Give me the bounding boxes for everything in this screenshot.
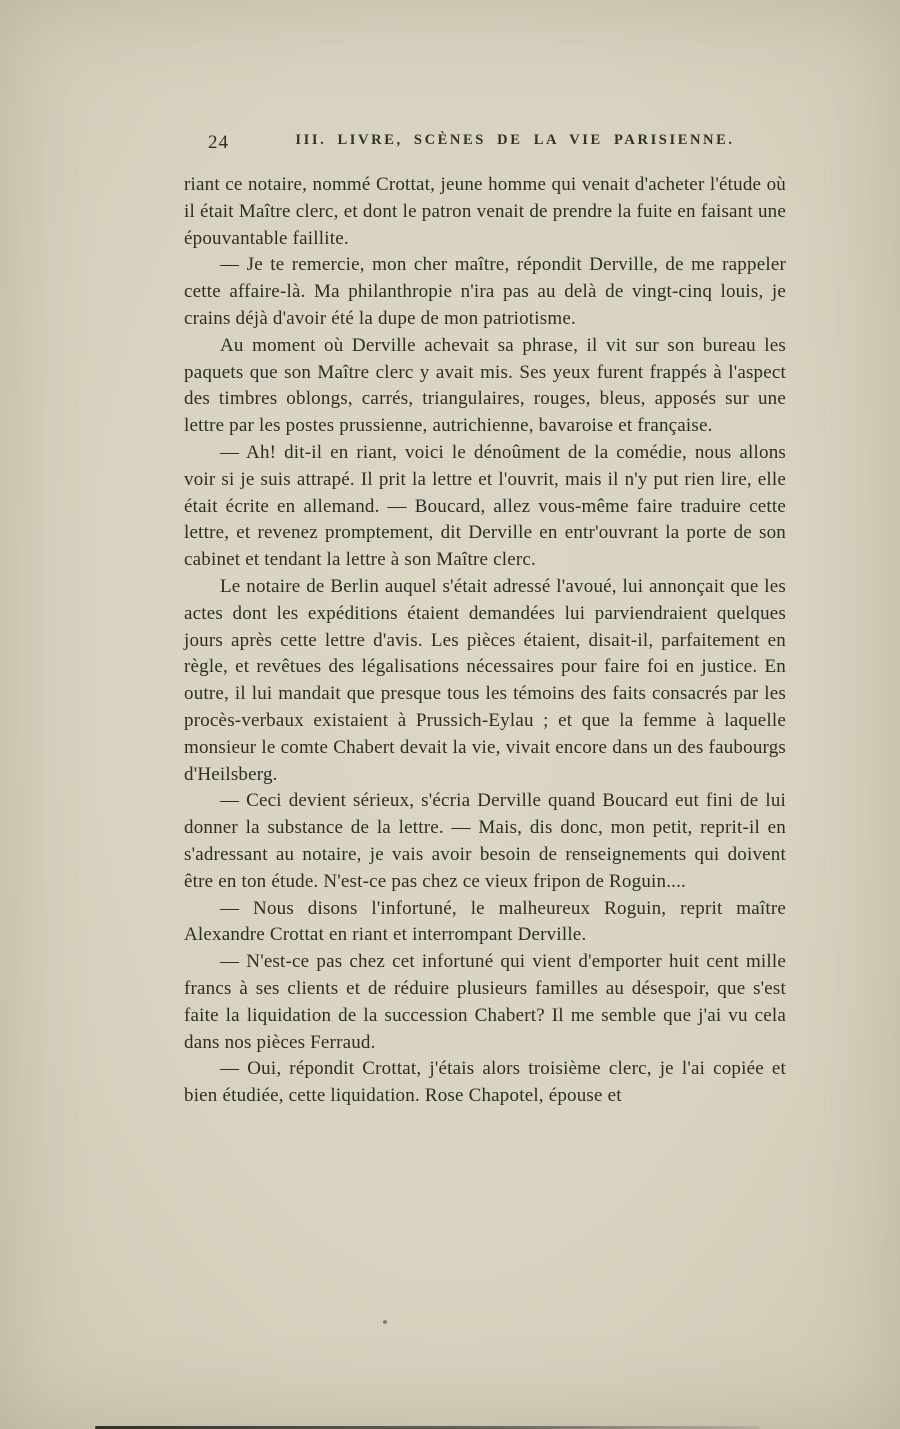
body-text [184, 172, 786, 1110]
page-header [184, 132, 786, 158]
paragraph: — Nous disons l'infortuné, le malheureux Roguin, reprit maître Alexandre Crottat en riant et interrompant Derville. [184, 897, 786, 946]
paragraph: — Ah! dit-il en riant, voici le dénoûment de la comédie, nous allons voir si je suis attrapé. Il prit la lettre et l'ouvrit, mais il n'y put rien lire, elle était écrite en allemand. — Boucard, allez vous-même faire traduire cette lettre, et revenez promptement, dit Derville en entr'ouvrant la porte de son cabinet et tendant la lettre à son Maître clerc. [184, 441, 786, 571]
page-number: 24 [208, 132, 229, 153]
running-header: III. LIVRE, SCÈNES DE LA VIE PARISIENNE. [295, 132, 735, 148]
paragraph: — Oui, répondit Crottat, j'étais alors troisième clerc, je l'ai copiée et bien étudiée, cette liquidation. Rose Chapotel, épouse et [184, 1058, 786, 1107]
paragraph: — Je te remercie, mon cher maître, répondit Derville, de me rappeler cette affaire-là. Ma philanthropie n'ira pas au delà de vingt-cinq louis, je crains déjà d'avoir été la dupe de mon patriotisme. [184, 254, 786, 329]
text-block [184, 132, 786, 1110]
paragraph: Au moment où Derville achevait sa phrase, il vit sur son bureau les paquets que son Maître clerc y avait mis. Ses yeux furent frappés à l'aspect des timbres oblongs, carrés, triangulaires, rouges, bleus, apposés sur une lettre par les postes prussienne, autrichienne, bavaroise et française. [184, 334, 786, 437]
paragraph: — Ceci devient sérieux, s'écria Derville quand Boucard eut fini de lui donner la substance de la lettre. — Mais, dis donc, mon petit, reprit-il en s'adressant au notaire, je vais avoir besoin de renseignements qui doivent être en ton étude. N'est-ce pas chez ce vieux fripon de Roguin.... [184, 790, 786, 892]
paragraph: riant ce notaire, nommé Crottat, jeune homme qui venait d'acheter l'étude où il était Maître clerc, et dont le patron venait de prendre la fuite en faisant une épouvantable faillite. [184, 174, 786, 249]
paragraph: Le notaire de Berlin auquel s'était adressé l'avoué, lui annonçait que les actes dont les expéditions étaient demandées lui parviendraient quelques jours après cette lettre d'avis. Les pièces étaient, disait-il, parfaitement en règle, et revêtues des légalisations nécessaires pour faire foi en justice. En outre, il lui mandait que presque tous les témoins des faits consacrés par les procès-verbaux existaient à Prussich-Eylau ; et que la femme à laquelle monsieur le comte Chabert devait la vie, vivait encore dans un des faubourgs d'Heilsberg. [184, 575, 786, 785]
paragraph: — N'est-ce pas chez cet infortuné qui vient d'emporter huit cent mille francs à ses clients et de réduire plusieurs familles au désespoir, que s'est faite la liquidation de la succession Chabert? Il me semble que j'ai vu cela dans nos pièces Ferraud. [184, 951, 786, 1053]
scan-speck [383, 1320, 387, 1324]
